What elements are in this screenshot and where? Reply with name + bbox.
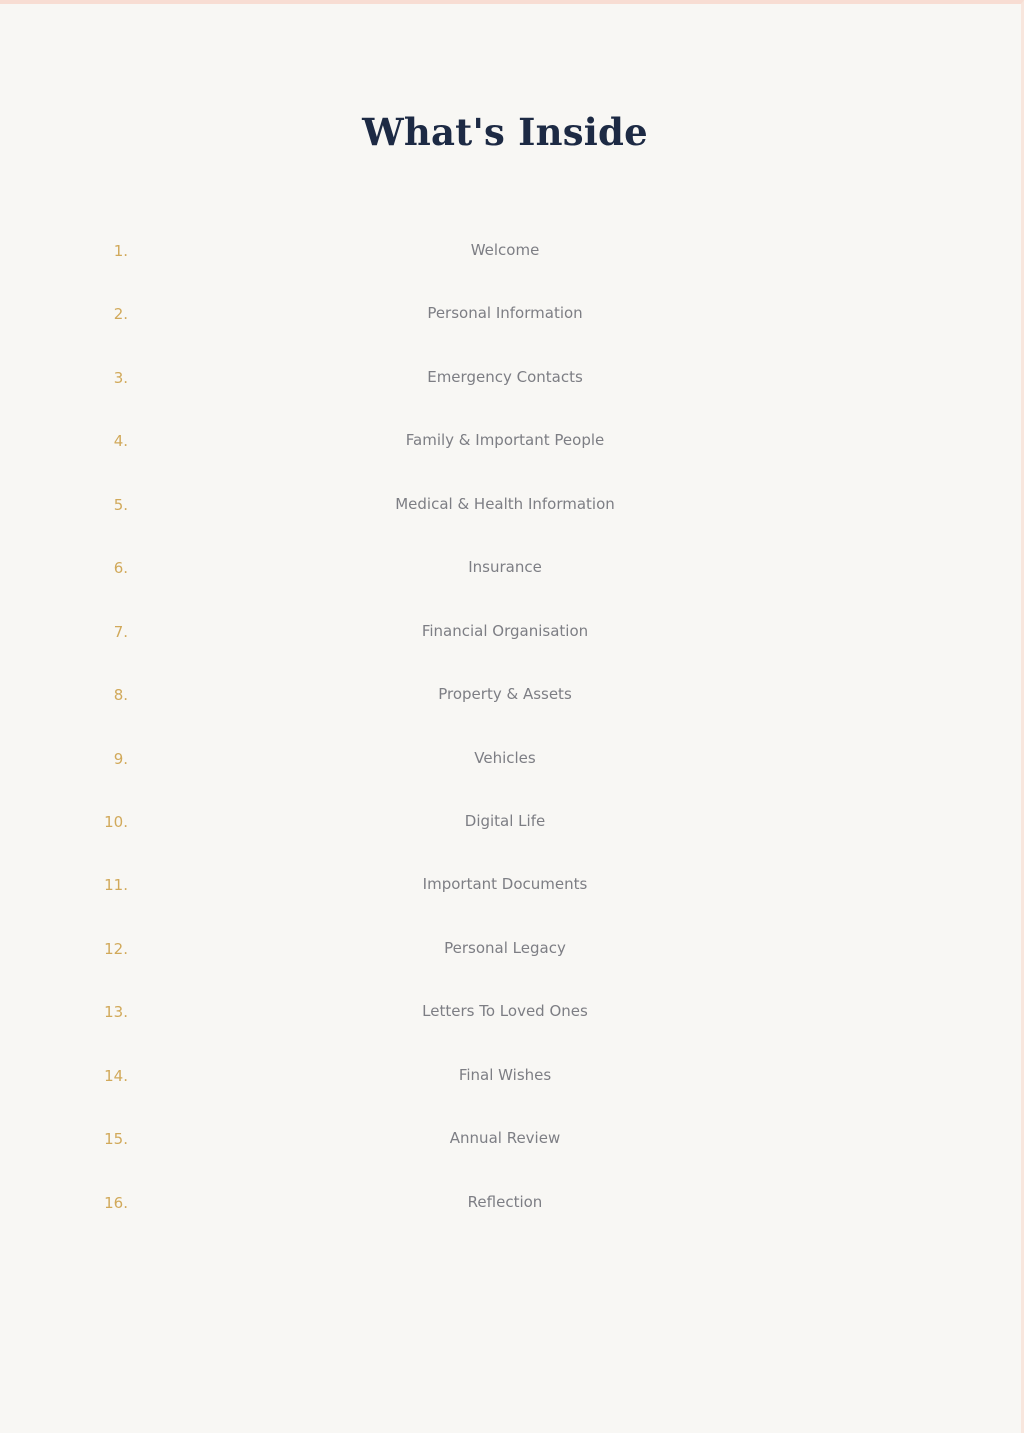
toc-item-letters-to-loved-ones[interactable] xyxy=(0,980,1010,1043)
toc-item-number: 10. xyxy=(104,812,128,831)
toc-item-label: Final Wishes xyxy=(458,1065,552,1084)
table-of-contents xyxy=(0,219,1010,1234)
toc-item-label: Financial Organisation xyxy=(421,621,589,640)
toc-item-label: Annual Review xyxy=(449,1129,561,1148)
toc-item-label: Reflection xyxy=(467,1192,543,1211)
toc-item-number: 4. xyxy=(113,432,128,451)
toc-item-medical-health-information[interactable] xyxy=(0,473,1010,536)
toc-item-label: Welcome xyxy=(470,241,540,259)
toc-item-emergency-contacts[interactable] xyxy=(0,346,1010,409)
toc-item-personal-information[interactable] xyxy=(0,282,1010,345)
toc-item-label: Emergency Contacts xyxy=(427,367,583,386)
toc-item-number: 12. xyxy=(104,939,128,958)
toc-item-number: 3. xyxy=(113,368,128,387)
toc-item-number: 9. xyxy=(113,749,128,768)
toc-item-welcome[interactable] xyxy=(0,219,1010,282)
toc-item-annual-review[interactable] xyxy=(0,1107,1010,1170)
toc-item-number: 14. xyxy=(104,1066,128,1085)
toc-item-number: 15. xyxy=(104,1130,128,1149)
toc-item-number: 8. xyxy=(113,686,128,705)
toc-item-label: Insurance xyxy=(468,558,542,577)
page-title: What's Inside xyxy=(362,110,648,154)
toc-item-label: Important Documents xyxy=(422,875,588,894)
toc-item-digital-life[interactable] xyxy=(0,790,1010,853)
toc-item-number: 13. xyxy=(104,1003,128,1022)
toc-item-number: 5. xyxy=(113,495,128,514)
toc-item-label: Personal Information xyxy=(427,304,583,323)
toc-item-number: 6. xyxy=(113,559,128,578)
toc-item-label: Letters To Loved Ones xyxy=(422,1002,588,1021)
toc-item-reflection[interactable] xyxy=(0,1171,1010,1234)
toc-item-insurance[interactable] xyxy=(0,536,1010,599)
toc-item-number: 1. xyxy=(113,242,128,260)
toc-item-label: Property & Assets xyxy=(438,685,572,704)
toc-item-vehicles[interactable] xyxy=(0,727,1010,790)
toc-item-label: Family & Important People xyxy=(405,431,605,450)
toc-item-label: Vehicles xyxy=(474,748,536,767)
toc-item-financial-organisation[interactable] xyxy=(0,600,1010,663)
toc-item-property-assets[interactable] xyxy=(0,663,1010,726)
toc-item-number: 16. xyxy=(104,1193,128,1212)
toc-item-number: 2. xyxy=(113,305,128,324)
toc-item-label: Personal Legacy xyxy=(444,938,566,957)
toc-item-number: 7. xyxy=(113,622,128,641)
toc-item-label: Digital Life xyxy=(464,811,546,830)
toc-item-important-documents[interactable] xyxy=(0,853,1010,916)
toc-item-label: Medical & Health Information xyxy=(395,494,615,513)
toc-item-family-important-people[interactable] xyxy=(0,409,1010,472)
toc-item-number: 11. xyxy=(104,876,128,895)
toc-item-final-wishes[interactable] xyxy=(0,1044,1010,1107)
toc-item-personal-legacy[interactable] xyxy=(0,917,1010,980)
